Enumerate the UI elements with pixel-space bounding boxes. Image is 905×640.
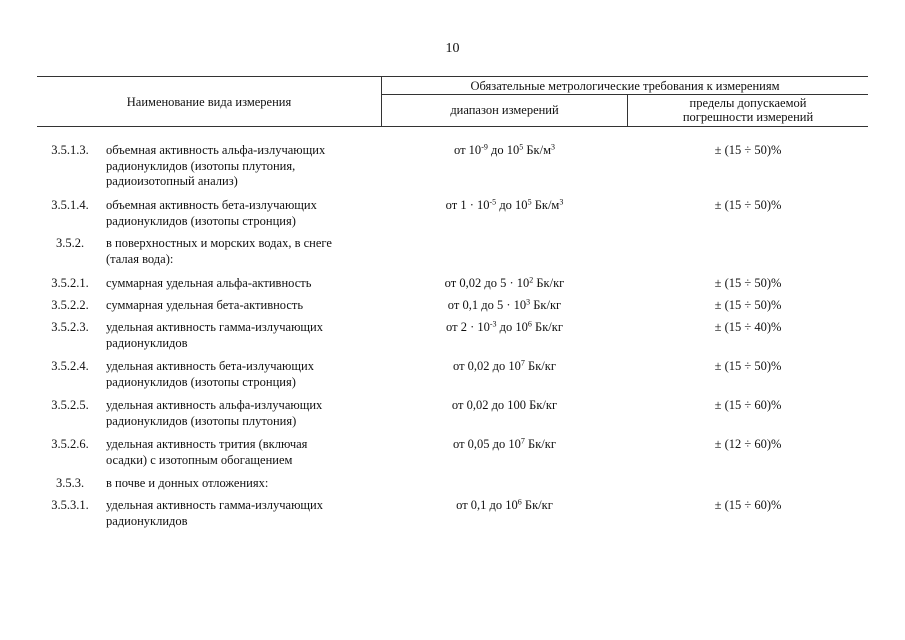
- measurement-range: от 0,05 до $10^7$ Бк/кг: [453, 436, 556, 451]
- measurement-range: от $10^{-9}$ до $10^5$ $Бк/м^3$: [454, 142, 555, 157]
- measurement-range: от $2 \cdot 10^{-3}$ до $10^6$ Бк/кг: [446, 319, 563, 334]
- range-exponent: 7: [520, 358, 525, 368]
- range-exponent: 3: [551, 142, 555, 152]
- measurement-error: ± (15 ÷ 50)%: [714, 298, 782, 312]
- measurement-name: [106, 437, 381, 468]
- row-number: 3.5.2.2.: [51, 298, 89, 312]
- table-header: [37, 76, 868, 127]
- measurement-range: от 0,02 до $10^7$ Бк/кг: [453, 358, 556, 373]
- row-number: 3.5.2.: [55, 236, 85, 250]
- measurement-name-line: удельная активность альфа-излучающих: [106, 398, 323, 412]
- measurement-name: [106, 236, 381, 267]
- measurement-name-line: удельная активность гамма-излучающих: [106, 320, 323, 334]
- measurement-name-line: радионуклидов (изотопы плутония): [106, 413, 297, 428]
- measurement-name-line: суммарная удельная альфа-активность: [106, 276, 312, 290]
- measurement-name: [106, 320, 381, 351]
- row-number: 3.5.2.6.: [51, 437, 89, 451]
- row-number: 3.5.2.1.: [51, 276, 89, 290]
- row-number: 3.5.3.: [55, 476, 85, 490]
- header-error-column: [628, 96, 868, 124]
- measurement-name-line: объемная активность бета-излучающих: [106, 198, 317, 212]
- measurement-name-line: удельная активность бета-излучающих: [106, 359, 314, 373]
- measurement-name-line: осадки) с изотопным обогащением: [106, 452, 293, 467]
- range-exponent: 6: [517, 497, 522, 507]
- measurement-name-line: радионуклидов (изотопы плутония,: [106, 158, 296, 173]
- range-exponent: 3: [526, 297, 531, 307]
- measurement-error: ± (15 ÷ 50)%: [714, 359, 782, 373]
- measurement-range: от 0,02 до 100 Бк/кг: [451, 398, 558, 412]
- row-number: 3.5.2.3.: [51, 320, 89, 334]
- header-requirements: Обязательные метрологические требования к измерениям: [470, 79, 780, 93]
- measurement-name: [106, 298, 381, 314]
- measurement-range: от 0,02 до $5 \cdot 10^2$ Бк/кг: [444, 275, 565, 290]
- measurement-name-line: радионуклидов: [106, 513, 188, 528]
- range-exponent: 5: [527, 197, 532, 207]
- measurement-error: ± (12 ÷ 60)%: [714, 437, 782, 451]
- measurement-name: [106, 276, 381, 292]
- range-exponent: 2: [529, 275, 534, 285]
- measurement-name-line: (талая вода):: [106, 251, 174, 266]
- measurement-error: ± (15 ÷ 50)%: [714, 198, 782, 212]
- measurement-range: от 0,1 до $5 \cdot 10^3$ Бк/кг: [447, 297, 562, 312]
- measurement-name-line: радионуклидов: [106, 335, 188, 350]
- measurement-name-line: суммарная удельная бета-активность: [106, 298, 304, 312]
- measurement-name: [106, 143, 381, 190]
- measurement-name: [106, 198, 381, 229]
- row-number: 3.5.2.4.: [51, 359, 89, 373]
- row-number: 3.5.1.3.: [51, 143, 89, 157]
- row-number: 3.5.3.1.: [51, 498, 89, 512]
- measurement-name: [106, 498, 381, 529]
- range-exponent: -9: [481, 142, 488, 152]
- page-number: 10: [445, 41, 460, 56]
- measurement-error: ± (15 ÷ 40)%: [714, 320, 782, 334]
- range-exponent: -5: [489, 197, 497, 207]
- measurement-name-line: в почве и донных отложениях:: [106, 476, 269, 490]
- measurement-name-line: объемная активность альфа-излучающих: [106, 143, 326, 157]
- measurement-error: ± (15 ÷ 60)%: [714, 398, 782, 412]
- measurement-name-line: радионуклидов (изотопы стронция): [106, 374, 296, 389]
- measurement-range: от 0,1 до $10^6$ Бк/кг: [456, 497, 553, 512]
- header-name-label: Наименование вида измерения: [126, 94, 292, 109]
- row-number: 3.5.1.4.: [51, 198, 89, 212]
- row-number: 3.5.2.5.: [51, 398, 89, 412]
- range-exponent: 5: [519, 142, 524, 152]
- range-exponent: 3: [559, 197, 564, 207]
- measurement-name-line: радионуклидов (изотопы стронция): [106, 213, 296, 228]
- header-subdivider: [382, 94, 868, 95]
- range-exponent: 7: [520, 436, 525, 446]
- range-exponent: 6: [527, 319, 532, 329]
- measurement-range: от $1 \cdot 10^{-5}$ до $10^5$ $Бк/м^3$: [445, 197, 564, 212]
- header-error-line-2: погрешности измерений: [682, 110, 814, 124]
- header-name-column: [37, 77, 381, 126]
- measurement-error: ± (15 ÷ 50)%: [714, 143, 782, 157]
- measurement-error: ± (15 ÷ 50)%: [714, 276, 782, 290]
- measurement-name: [106, 476, 381, 492]
- header-error-line-1: пределы допускаемой: [689, 96, 807, 110]
- measurement-name-line: удельная активность гамма-излучающих: [106, 498, 323, 512]
- header-range-column: диапазон измерений: [450, 103, 559, 117]
- measurement-error: ± (15 ÷ 60)%: [714, 498, 782, 512]
- measurement-name-line: в поверхностных и морских водах, в снеге: [106, 236, 332, 250]
- measurement-name: [106, 398, 381, 429]
- measurement-name-line: радиоизотопный анализ): [106, 174, 238, 188]
- measurement-name-line: удельная активность трития (включая: [106, 437, 308, 451]
- measurement-name: [106, 359, 381, 390]
- range-exponent: -3: [489, 319, 497, 329]
